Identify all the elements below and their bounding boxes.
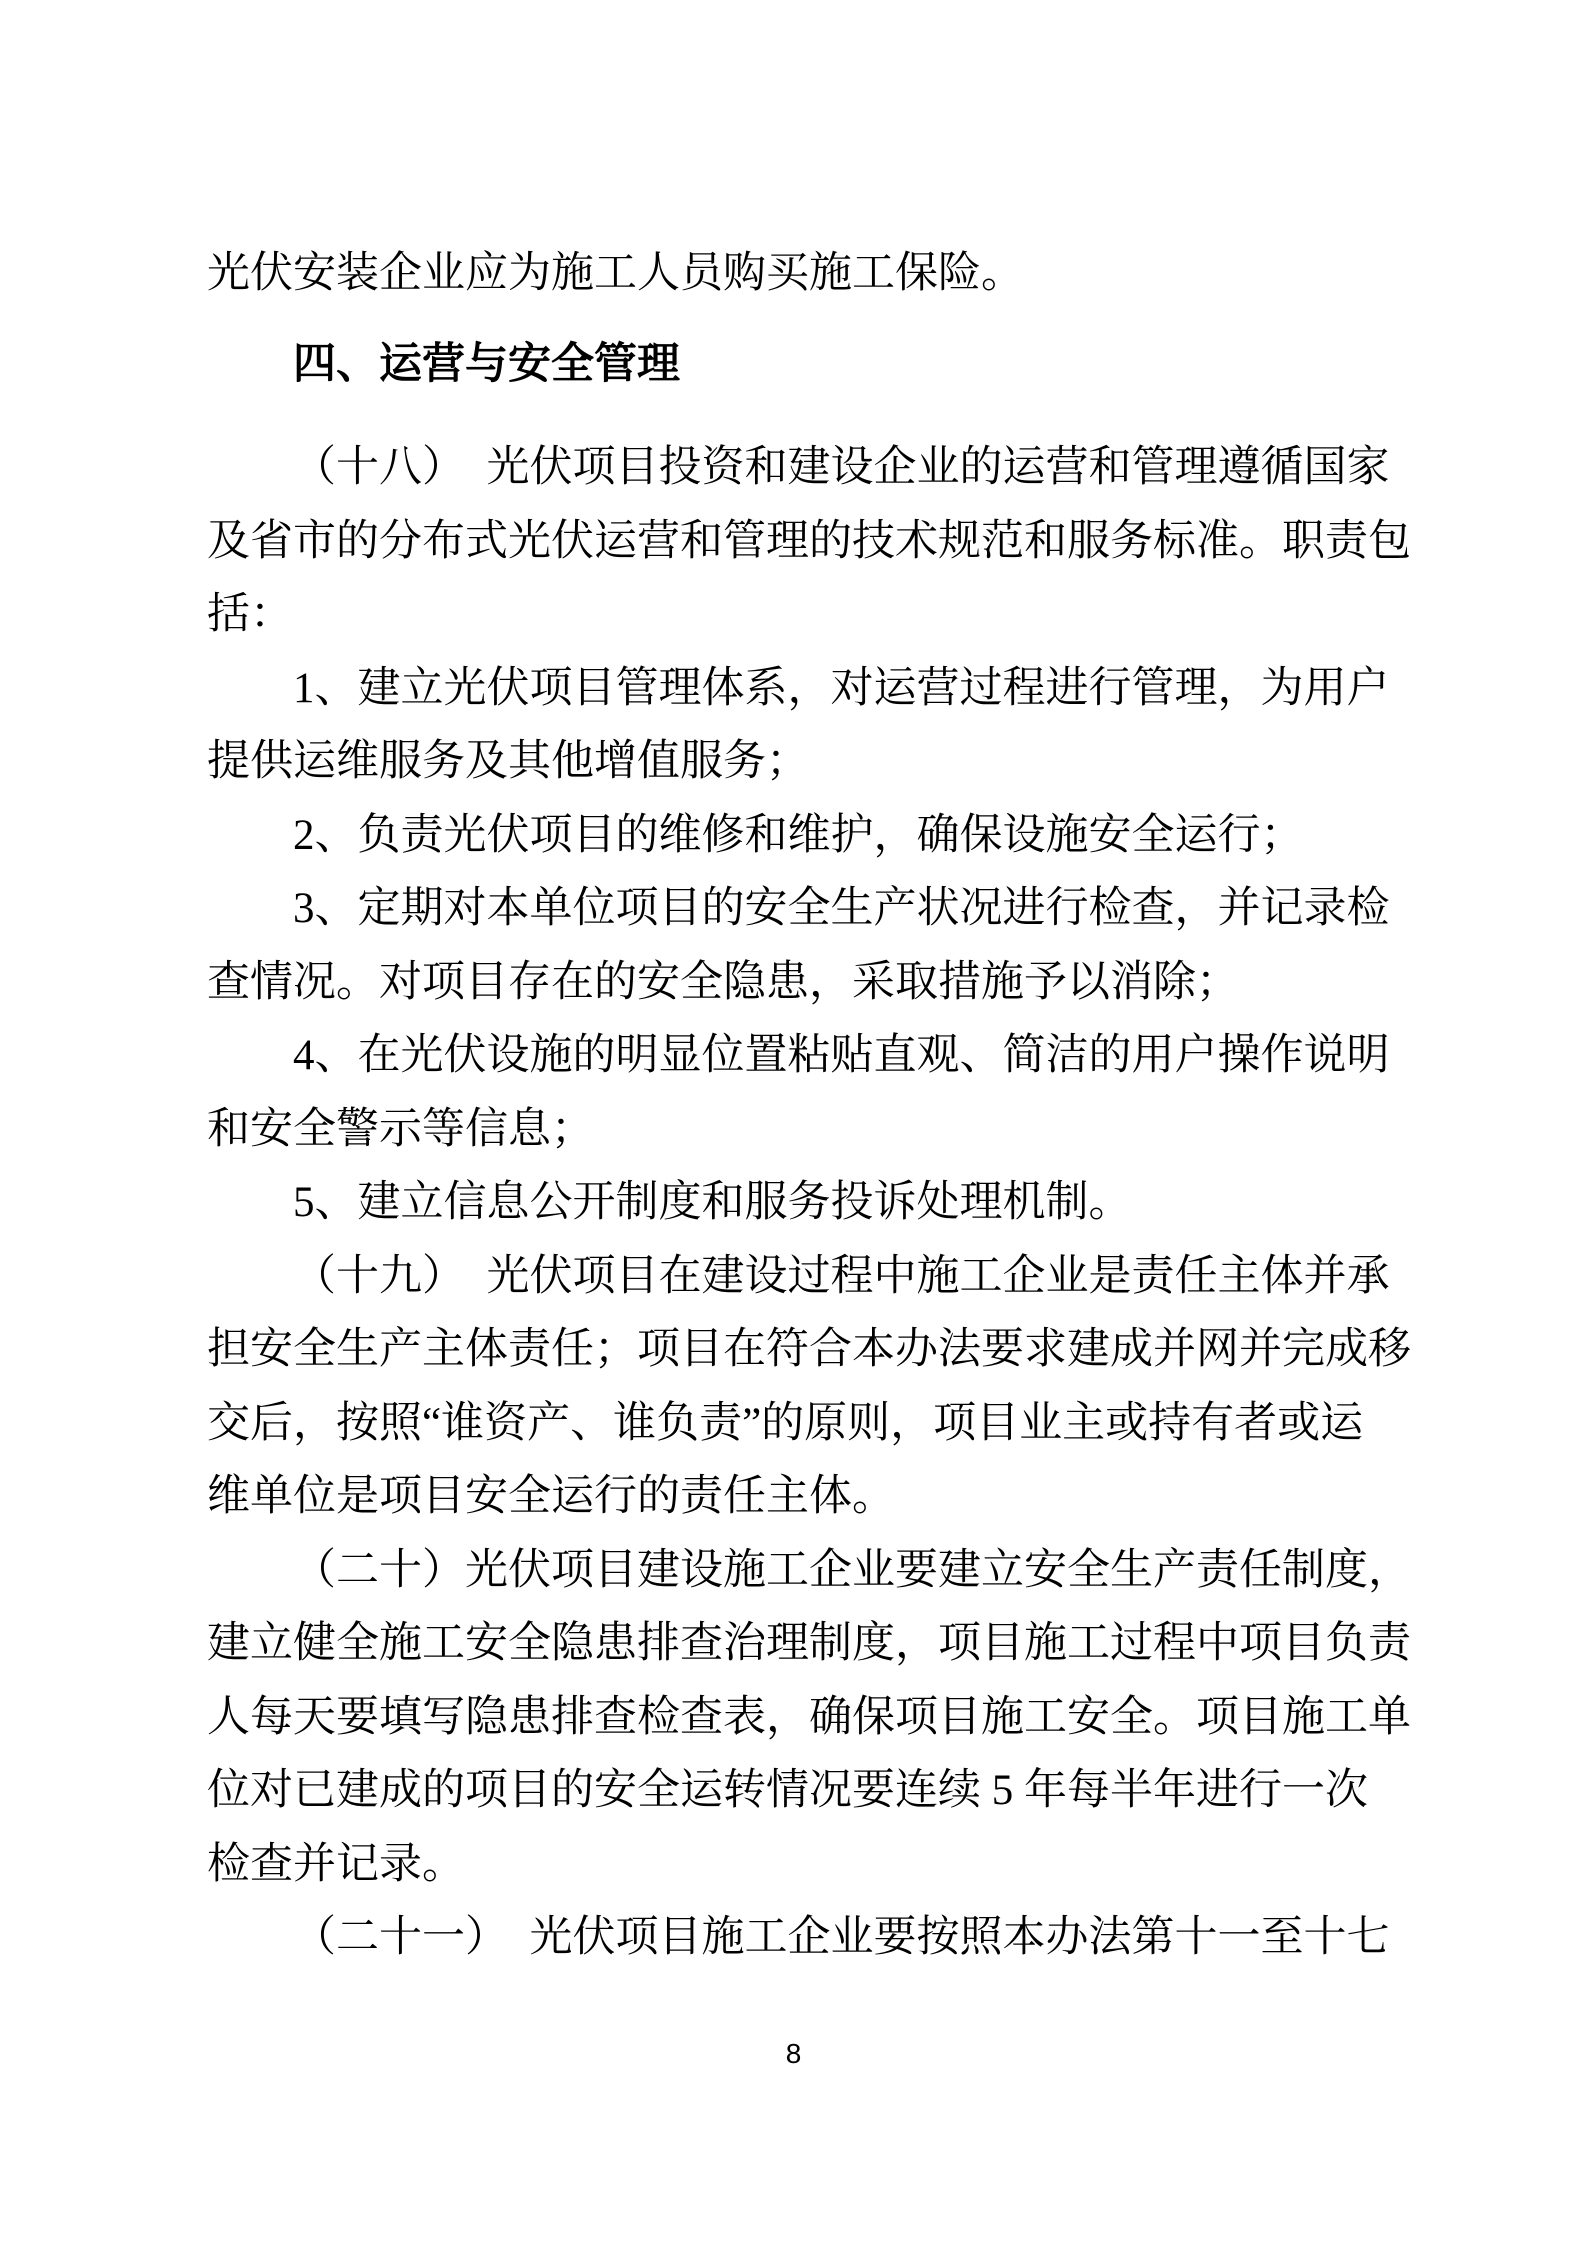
text-line: 1、建立光伏项目管理体系，对运营过程进行管理，为用户 [293, 664, 1390, 712]
heading-line: 四、运营与安全管理 [293, 338, 680, 389]
text-line: 人每天要填写隐患排查检查表，确保项目施工安全。项目施工单 [207, 1693, 1411, 1741]
paragraph [207, 799, 1410, 873]
document-body [207, 237, 1410, 1975]
section-heading [207, 328, 1410, 402]
text-line: 维单位是项目安全运行的责任主体。 [207, 1473, 895, 1520]
paragraph [207, 1534, 1410, 1902]
text-line: 检查并记录。 [207, 1840, 465, 1888]
text-line: 交后，按照“谁资产、谁负责”的原则，项目业主或持有者或运 [207, 1399, 1364, 1447]
text-line: 括： [207, 591, 293, 638]
page-number: 8 [785, 2038, 802, 2069]
text-line: 5、建立信息公开制度和服务投诉处理机制。 [293, 1179, 1132, 1226]
text-line: 2、负责光伏项目的维修和维护，确保设施安全运行； [293, 811, 1304, 859]
paragraph [207, 1019, 1410, 1166]
text-line: 4、在光伏设施的明显位置粘贴直观、简洁的用户操作说明 [293, 1032, 1390, 1079]
text-line: 光伏安装企业应为施工人员购买施工保险。 [207, 250, 1024, 297]
paragraph [207, 1901, 1410, 1975]
text-line: 及省市的分布式光伏运营和管理的技术规范和服务标准。职责包 [207, 517, 1411, 565]
paragraph [207, 1240, 1410, 1534]
text-line: 担安全生产主体责任；项目在符合本办法要求建成并网并完成移 [207, 1326, 1411, 1373]
text-line: （二十一） 光伏项目施工企业要按照本办法第十一至十七 [293, 1914, 1390, 1961]
paragraph [207, 431, 1410, 652]
text-line: 3、定期对本单位项目的安全生产状况进行检查，并记录检 [293, 885, 1390, 932]
text-line: 提供运维服务及其他增值服务； [207, 738, 809, 785]
paragraph [207, 872, 1410, 1019]
text-line: 建立健全施工安全隐患排查治理制度，项目施工过程中项目负责 [207, 1620, 1411, 1667]
paragraph [207, 1166, 1410, 1240]
text-line: （十九） 光伏项目在建设过程中施工企业是责任主体并承 [293, 1252, 1390, 1300]
text-line: （十八） 光伏项目投资和建设企业的运营和管理遵循国家 [293, 444, 1390, 491]
text-line: 和安全警示等信息； [207, 1105, 594, 1153]
text-line: （二十）光伏项目建设施工企业要建立安全生产责任制度， [293, 1546, 1411, 1594]
text-line: 位对已建成的项目的安全运转情况要连续 5 年每半年进行一次 [207, 1767, 1368, 1814]
text-line: 查情况。对项目存在的安全隐患，采取措施予以消除； [207, 958, 1239, 1006]
paragraph [207, 237, 1410, 311]
paragraph [207, 652, 1410, 799]
